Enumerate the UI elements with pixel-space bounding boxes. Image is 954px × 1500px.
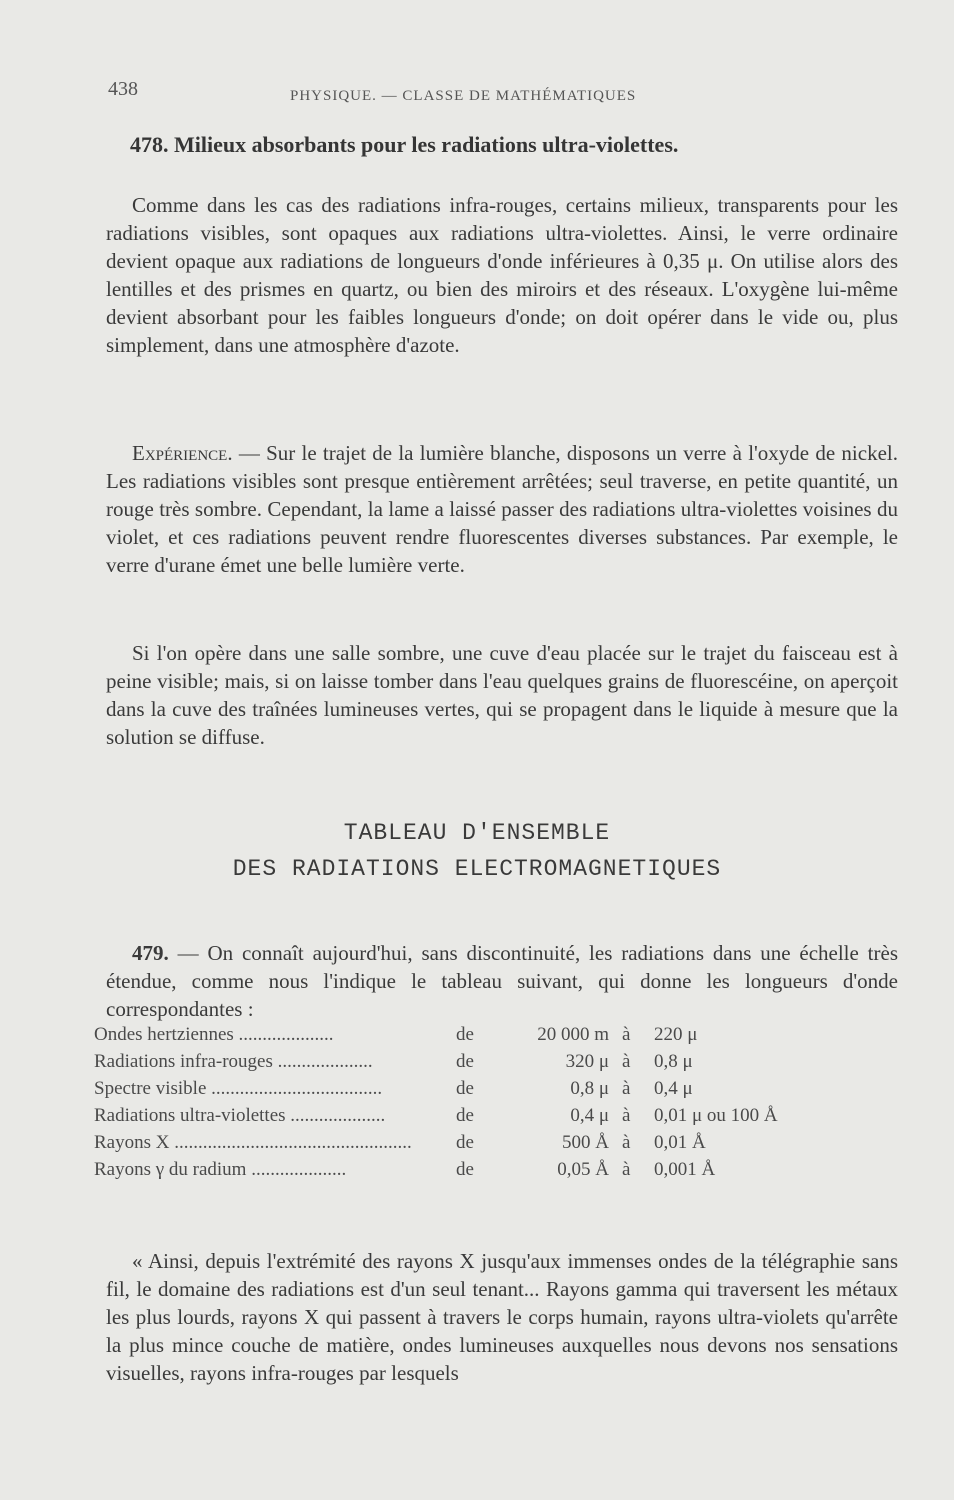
radiation-a: à	[622, 1159, 631, 1180]
radiation-table	[94, 1024, 894, 1186]
radiation-from: 0,8 μ	[570, 1078, 609, 1099]
page-header	[108, 78, 898, 108]
radiation-name: Radiations ultra-violettes ....................	[94, 1105, 386, 1126]
table-row	[94, 1051, 894, 1078]
table-row	[94, 1078, 894, 1105]
tableau-title-line1: TABLEAU D'ENSEMBLE	[343, 820, 611, 846]
section-478-title: 478. Milieux absorbants pour les radiations ultra-violettes.	[130, 132, 679, 157]
radiation-de: de	[456, 1105, 474, 1126]
radiation-a: à	[622, 1024, 631, 1045]
section-478-paragraph: Comme dans les cas des radiations infra-rouges, certains milieux, transparents pour les radiations visibles, sont opaques aux radiations ultra-violettes. Ainsi, le verre ordinaire devient opaque aux radiations de longueurs d'onde inférieures à 0,35 μ. On utilise alors des lentilles et des prismes en quartz, ou bien des miroirs et des réseaux. L'oxygène lui-même devient absorbant pour les faibles longueurs d'onde; on doit opérer dans le vide ou, plus simplement, dans une atmosphère d'azote.	[106, 193, 898, 357]
table-row	[94, 1132, 894, 1159]
radiation-from: 500 Å	[562, 1132, 609, 1153]
radiation-name: Spectre visible ....................................	[94, 1078, 383, 1099]
radiation-from: 20 000 m	[537, 1024, 609, 1045]
section-479-paragraph	[106, 939, 898, 1023]
table-row	[94, 1024, 894, 1051]
radiation-name: Radiations infra-rouges ....................	[94, 1051, 373, 1072]
radiation-from: 0,4 μ	[570, 1105, 609, 1126]
radiation-from: 320 μ	[565, 1051, 609, 1072]
experience-label: Expérience.	[132, 441, 233, 465]
section-479-number: 479.	[132, 941, 169, 965]
radiation-name: Rayons X ..................................................	[94, 1132, 412, 1153]
radiation-to: 0,8 μ	[654, 1051, 693, 1072]
experience-followup-paragraph: Si l'on opère dans une salle sombre, une cuve d'eau placée sur le trajet du faisceau est à peine visible; mais, si on laisse tomber dans l'eau quelques grains de fluorescéine, on aperçoit dans la cuve des traînées lumineuses vertes, qui se propagent dans le liquide à mesure que la solution se diffuse.	[106, 641, 898, 749]
radiation-to: 220 μ	[654, 1024, 698, 1045]
radiation-to: 0,01 μ ou 100 Å	[654, 1105, 778, 1126]
radiation-de: de	[456, 1051, 474, 1072]
radiation-a: à	[622, 1105, 631, 1126]
table-row	[94, 1105, 894, 1132]
page-number: 438	[108, 78, 138, 100]
radiation-a: à	[622, 1132, 631, 1153]
running-head: PHYSIQUE. — CLASSE DE MATHÉMATIQUES	[290, 88, 637, 104]
section-479-text: — On connaît aujourd'hui, sans discontinuité, les radiations dans une échelle très étendue, comme nous l'indique le tableau suivant, qui donne les longueurs d'onde correspondantes :	[106, 941, 898, 1021]
radiation-de: de	[456, 1132, 474, 1153]
radiation-name: Rayons γ du radium ....................	[94, 1159, 347, 1180]
radiation-a: à	[622, 1051, 631, 1072]
radiation-de: de	[456, 1024, 474, 1045]
radiation-a: à	[622, 1078, 631, 1099]
radiation-name: Ondes hertziennes ....................	[94, 1024, 334, 1045]
radiation-from: 0,05 Å	[557, 1159, 609, 1180]
radiation-de: de	[456, 1159, 474, 1180]
radiation-de: de	[456, 1078, 474, 1099]
experience-paragraph	[106, 439, 898, 579]
tableau-title-line2: DES RADIATIONS ELECTROMAGNETIQUES	[232, 856, 722, 882]
radiation-to: 0,01 Å	[654, 1132, 706, 1153]
radiation-to: 0,4 μ	[654, 1078, 693, 1099]
quote-paragraph: « Ainsi, depuis l'extrémité des rayons X jusqu'aux immenses ondes de la télégraphie sans fil, le domaine des radiations est d'un seul tenant... Rayons gamma qui traversent les métaux les plus lourds, rayons X qui passent à travers le corps humain, rayons ultra-violets qu'arrête la plus mince couche de matière, ondes lumineuses auxquelles nous devons nos sensations visuelles, rayons infra-rouges par lesquels	[106, 1249, 898, 1385]
table-row	[94, 1159, 894, 1186]
radiation-to: 0,001 Å	[654, 1159, 716, 1180]
experience-text: — Sur le trajet de la lumière blanche, disposons un verre à l'oxyde de nickel. Les radiations visibles sont presque entièrement arrêtées; seul traverse, en petite quantité, un rouge très sombre. Cependant, la lame a laissé passer des radiations ultra-violettes voisines du violet, et ces radiations peuvent rendre fluorescentes diverses substances. Par exemple, le verre d'urane émet une belle lumière verte.	[106, 441, 898, 577]
